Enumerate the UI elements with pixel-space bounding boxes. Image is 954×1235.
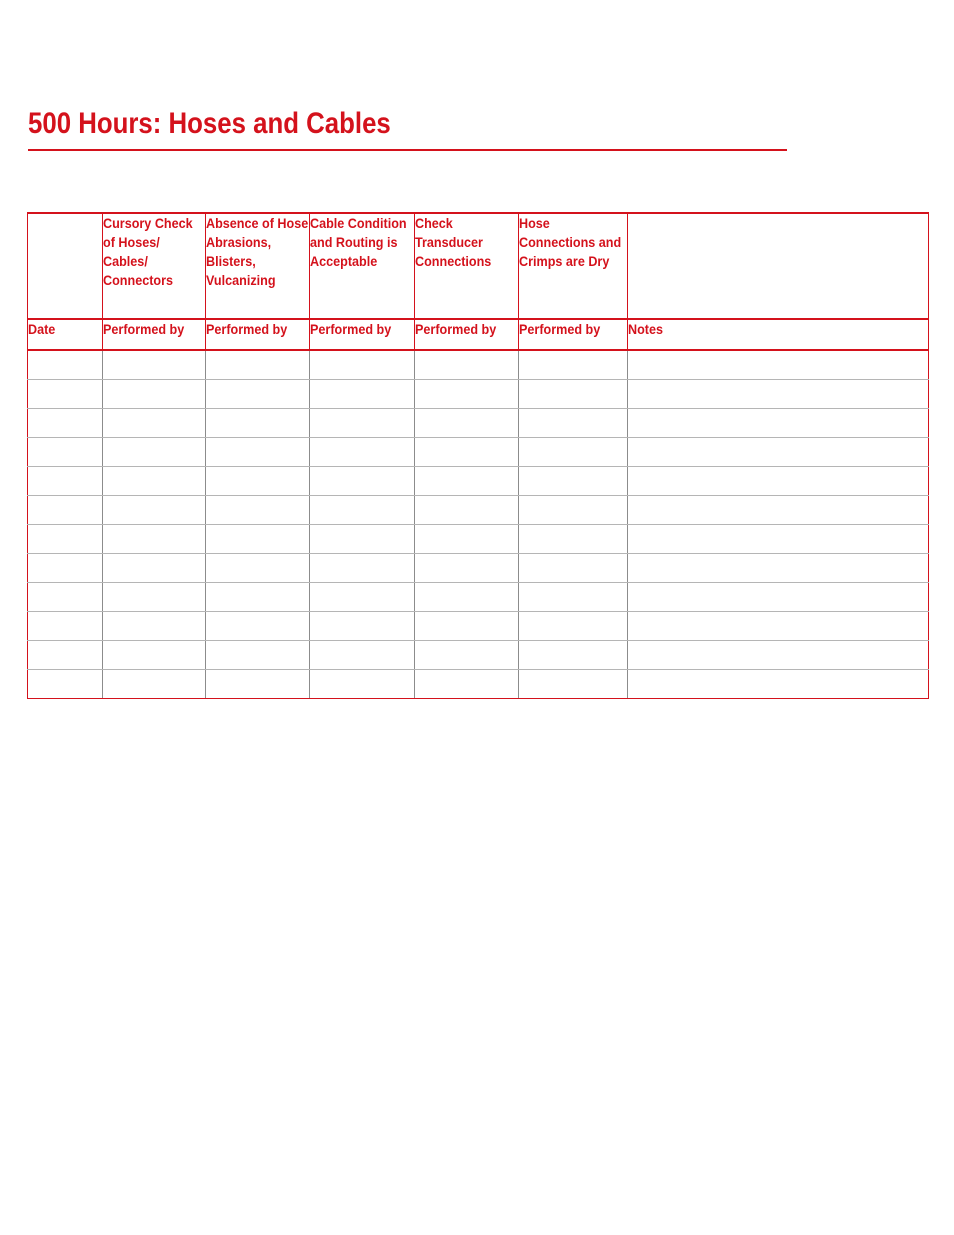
column-header-performed-by: Performed by (415, 319, 519, 350)
notes-cell[interactable] (628, 611, 929, 640)
performed-by-cell[interactable] (310, 379, 415, 408)
table-row (28, 553, 929, 582)
performed-by-cell[interactable] (415, 582, 519, 611)
check-header-cursory-check: Cursory Check of Hoses/ Cables/ Connectors (103, 213, 206, 319)
performed-by-cell[interactable] (103, 408, 206, 437)
performed-by-cell[interactable] (415, 553, 519, 582)
performed-by-cell[interactable] (310, 669, 415, 698)
notes-cell[interactable] (628, 379, 929, 408)
performed-by-cell[interactable] (103, 495, 206, 524)
table-row (28, 495, 929, 524)
notes-cell[interactable] (628, 640, 929, 669)
performed-by-cell[interactable] (310, 553, 415, 582)
performed-by-cell[interactable] (310, 495, 415, 524)
check-header-hose-crimps: Hose Connections and Crimps are Dry (519, 213, 628, 319)
performed-by-cell[interactable] (519, 437, 628, 466)
performed-by-cell[interactable] (415, 669, 519, 698)
notes-cell[interactable] (628, 408, 929, 437)
performed-by-cell[interactable] (103, 640, 206, 669)
performed-by-cell[interactable] (103, 553, 206, 582)
column-header-performed-by: Performed by (103, 319, 206, 350)
performed-by-cell[interactable] (519, 582, 628, 611)
performed-by-cell[interactable] (415, 350, 519, 379)
performed-by-cell[interactable] (206, 640, 310, 669)
check-header-cable-condition: Cable Condition and Routing is Acceptable (310, 213, 415, 319)
performed-by-cell[interactable] (519, 466, 628, 495)
performed-by-cell[interactable] (310, 640, 415, 669)
date-cell[interactable] (28, 640, 103, 669)
performed-by-cell[interactable] (103, 669, 206, 698)
performed-by-cell[interactable] (206, 553, 310, 582)
notes-cell[interactable] (628, 495, 929, 524)
performed-by-cell[interactable] (103, 350, 206, 379)
check-header-blank (28, 213, 103, 319)
performed-by-cell[interactable] (415, 437, 519, 466)
table-row (28, 408, 929, 437)
performed-by-cell[interactable] (415, 524, 519, 553)
table-row (28, 350, 929, 379)
column-header-notes: Notes (628, 319, 929, 350)
notes-cell[interactable] (628, 466, 929, 495)
column-header-performed-by: Performed by (206, 319, 310, 350)
performed-by-cell[interactable] (206, 611, 310, 640)
table-row (28, 379, 929, 408)
performed-by-cell[interactable] (519, 379, 628, 408)
column-header-row (28, 319, 929, 350)
table-row (28, 669, 929, 698)
performed-by-cell[interactable] (415, 495, 519, 524)
date-cell[interactable] (28, 379, 103, 408)
performed-by-cell[interactable] (206, 582, 310, 611)
table-row (28, 611, 929, 640)
performed-by-cell[interactable] (103, 379, 206, 408)
date-cell[interactable] (28, 408, 103, 437)
performed-by-cell[interactable] (310, 524, 415, 553)
performed-by-cell[interactable] (206, 524, 310, 553)
table-row (28, 640, 929, 669)
performed-by-cell[interactable] (206, 408, 310, 437)
check-header-notes-blank (628, 213, 929, 319)
notes-cell[interactable] (628, 669, 929, 698)
date-cell[interactable] (28, 524, 103, 553)
check-header-transducer-connections: Check Transducer Connections (415, 213, 519, 319)
notes-cell[interactable] (628, 437, 929, 466)
date-cell[interactable] (28, 495, 103, 524)
performed-by-cell[interactable] (310, 437, 415, 466)
table-row (28, 466, 929, 495)
date-cell[interactable] (28, 669, 103, 698)
performed-by-cell[interactable] (206, 350, 310, 379)
table-row (28, 582, 929, 611)
performed-by-cell[interactable] (103, 437, 206, 466)
column-header-date: Date (28, 319, 103, 350)
performed-by-cell[interactable] (519, 495, 628, 524)
performed-by-cell[interactable] (519, 524, 628, 553)
performed-by-cell[interactable] (415, 379, 519, 408)
performed-by-cell[interactable] (519, 408, 628, 437)
page-title: 500 Hours: Hoses and Cables (28, 107, 391, 140)
notes-cell[interactable] (628, 553, 929, 582)
table-row (28, 437, 929, 466)
column-header-performed-by: Performed by (519, 319, 628, 350)
performed-by-cell[interactable] (206, 669, 310, 698)
performed-by-cell[interactable] (310, 611, 415, 640)
column-header-performed-by: Performed by (310, 319, 415, 350)
performed-by-cell[interactable] (519, 611, 628, 640)
notes-cell[interactable] (628, 524, 929, 553)
date-cell[interactable] (28, 466, 103, 495)
performed-by-cell[interactable] (103, 466, 206, 495)
date-cell[interactable] (28, 350, 103, 379)
notes-cell[interactable] (628, 582, 929, 611)
table-row (28, 524, 929, 553)
log-table-body (28, 350, 929, 698)
performed-by-cell[interactable] (519, 669, 628, 698)
performed-by-cell[interactable] (310, 408, 415, 437)
date-cell[interactable] (28, 582, 103, 611)
check-header-row (28, 213, 929, 319)
performed-by-cell[interactable] (103, 524, 206, 553)
performed-by-cell[interactable] (519, 350, 628, 379)
notes-cell[interactable] (628, 350, 929, 379)
performed-by-cell[interactable] (310, 350, 415, 379)
performed-by-cell[interactable] (415, 466, 519, 495)
performed-by-cell[interactable] (310, 582, 415, 611)
performed-by-cell[interactable] (206, 466, 310, 495)
date-cell[interactable] (28, 553, 103, 582)
performed-by-cell[interactable] (519, 553, 628, 582)
performed-by-cell[interactable] (310, 466, 415, 495)
date-cell[interactable] (28, 611, 103, 640)
performed-by-cell[interactable] (206, 495, 310, 524)
performed-by-cell[interactable] (103, 582, 206, 611)
performed-by-cell[interactable] (206, 379, 310, 408)
performed-by-cell[interactable] (206, 437, 310, 466)
performed-by-cell[interactable] (415, 611, 519, 640)
performed-by-cell[interactable] (519, 640, 628, 669)
performed-by-cell[interactable] (415, 640, 519, 669)
maintenance-log-table (27, 212, 929, 699)
performed-by-cell[interactable] (103, 611, 206, 640)
check-header-hose-abrasions: Absence of Hose Abrasions, Blisters, Vulcanizing (206, 213, 310, 319)
title-divider (28, 149, 787, 151)
date-cell[interactable] (28, 437, 103, 466)
performed-by-cell[interactable] (415, 408, 519, 437)
